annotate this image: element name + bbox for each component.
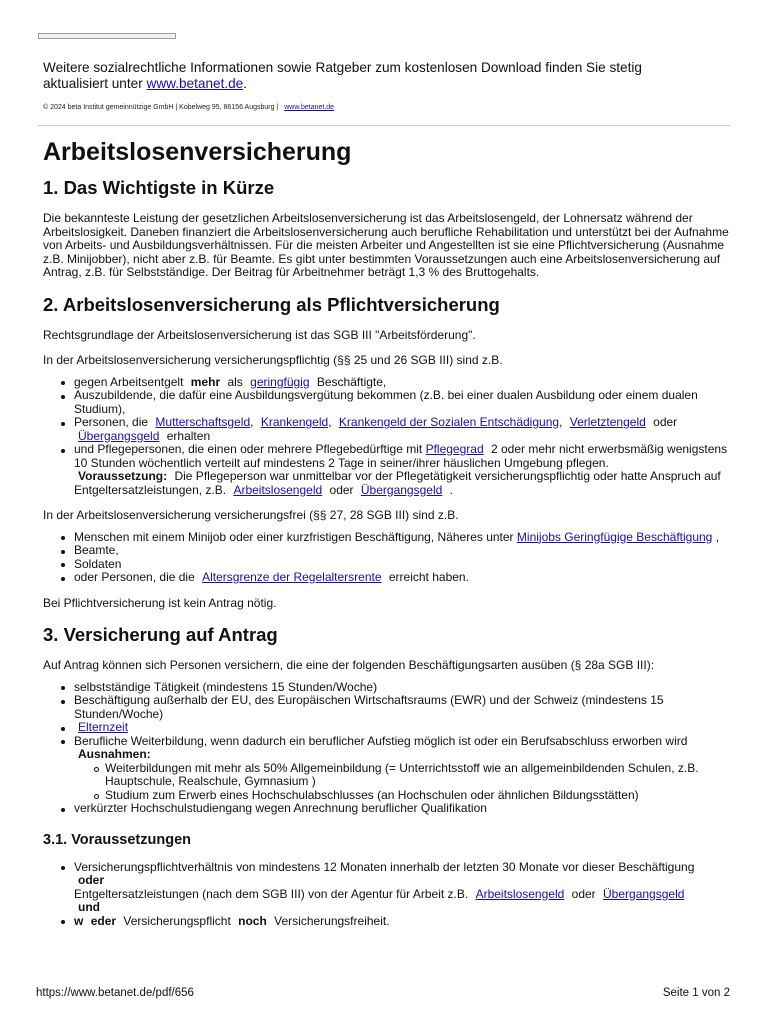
intro-text (43, 60, 693, 92)
section-2-heading: 2. Arbeitslosenversicherung als Pflichtversicherung (43, 293, 500, 315)
intro-end: . (243, 76, 248, 91)
list-bold: und (78, 900, 100, 914)
list-item (43, 861, 733, 915)
list-text: Die Pflegeperson war unmittelbar vor der Pflegetätigkeit versicherungspflichtig oder hatte Anspruch auf Entgeltersatzleistungen, z.B. (74, 469, 721, 497)
list-item (43, 376, 733, 390)
list-text: Versicherungsfreiheit. (274, 913, 390, 928)
list-bold: mehr (190, 374, 221, 389)
list-text: Personen, die (74, 415, 149, 429)
list-item (43, 416, 733, 443)
copyright-line (43, 103, 334, 112)
list-item: selbstständige Tätigkeit (mindestens 15 Stunden/Woche) (43, 681, 733, 695)
list-text: Versicherungspflicht (123, 913, 231, 928)
list-text: gegen Arbeitsentgelt (74, 374, 184, 389)
uebergangsgeld-link[interactable]: Übergangsgeld (78, 428, 160, 443)
separator: , (328, 415, 332, 429)
list-text: oder (653, 415, 678, 429)
section-3-1-heading: 3.1. Voraussetzungen (43, 831, 191, 848)
mutterschaftsgeld-link[interactable]: Mutterschaftsgeld (155, 415, 251, 429)
list-text: 2 oder mehr nicht erwerbsmäßig wenigstens 10 Stunden wöchentlich verteilt auf mindestens 2 Tage in seiner/ihrer häuslichen Umgebung pflegen. (74, 442, 728, 470)
requirements-list (43, 861, 733, 929)
list-text: erhalten (166, 428, 211, 443)
list-text: oder (571, 886, 596, 901)
krankengeld-link[interactable]: Krankengeld (260, 415, 329, 429)
footer-page-number: Seite 1 von 2 (662, 987, 730, 999)
list-text: Menschen mit einem Minijob oder einer kurzfristigen Beschäftigung, Näheres unter (74, 529, 514, 544)
list-text: Berufliche Weiterbildung, wenn dadurch ein beruflicher Aufstieg möglich ist oder ein Berufsabschluss erworben wird (74, 733, 688, 748)
list-item (43, 443, 733, 497)
list-item (43, 571, 733, 585)
list-bold: oder (78, 873, 105, 887)
list-text: . (449, 482, 453, 497)
minijobs-link[interactable]: Minijobs Geringfügige Beschäftigung (516, 529, 713, 544)
list-bold: w (74, 913, 84, 928)
list-text: erreicht haben. (388, 570, 469, 584)
uebergangsgeld-link[interactable]: Übergangsgeld (603, 886, 685, 901)
page-title: Arbeitslosenversicherung (43, 138, 352, 166)
list-text: als (227, 374, 243, 389)
footer-url: https://www.betanet.de/pdf/656 (36, 987, 194, 999)
altersgrenze-link[interactable]: Altersgrenze der Regelaltersrente (202, 570, 382, 584)
section-2-exempt-intro: In der Arbeitslosenversicherung versicherungsfrei (§§ 27, 28 SGB III) sind z.B. (43, 508, 459, 522)
list-item: verkürzter Hochschulstudiengang wegen Anrechnung beruflicher Qualifikation (43, 802, 733, 816)
copyright-link[interactable]: www.betanet.de (284, 104, 335, 111)
list-text: Versicherungspflichtverhältnis von mindestens 12 Monaten innerhalb der letzten 30 Monate vor dieser Beschäftigung (74, 859, 695, 874)
list-text: Beschäftigte, (316, 374, 387, 389)
separator: , (250, 415, 254, 429)
list-text: oder Personen, die die (74, 570, 195, 584)
list-item (43, 531, 733, 545)
krankengeld-soziale-entschaedigung-link[interactable]: Krankengeld der Sozialen Entschädigung (338, 415, 560, 429)
list-bold: noch (238, 913, 267, 928)
section-2-legal-basis: Rechtsgrundlage der Arbeitslosenversicherung ist das SGB III "Arbeitsförderung". (43, 327, 476, 342)
section-1-heading: 1. Das Wichtigste in Kürze (43, 177, 275, 198)
list-item: Auszubildende, die dafür eine Ausbildungsvergütung bekommen (z.B. bei einer dualen Ausbildung oder einem dualen Studium), (43, 389, 733, 416)
elternzeit-link[interactable]: Elternzeit (78, 720, 129, 734)
section-2-mandatory-intro: In der Arbeitslosenversicherung versicherungspflichtig (§§ 25 und 26 SGB III) sind z.B. (43, 353, 503, 367)
section-3-intro: Auf Antrag können sich Personen versichern, die eine der folgenden Beschäftigungsarten ausüben (§ 28a SGB III): (43, 658, 655, 672)
list-item (43, 735, 733, 803)
list-item: Beamte, (43, 544, 733, 558)
sublist-item: Studium zum Erwerb eines Hochschulabschlusses (an Hochschulen oder ähnlichen Bildungsstätten) (74, 789, 733, 803)
arbeitslosengeld-link[interactable]: Arbeitslosengeld (475, 886, 565, 901)
list-text: , (715, 529, 720, 544)
list-bold: Voraussetzung: (78, 469, 168, 483)
voluntary-insurance-list (43, 681, 733, 816)
header-divider (38, 125, 730, 126)
list-bold: eder (90, 913, 117, 928)
mandatory-insured-list (43, 376, 733, 498)
betanet-link[interactable]: www.betanet.de (146, 76, 244, 91)
exempt-list (43, 531, 733, 585)
list-item: Soldaten (43, 558, 733, 572)
sublist-item: Weiterbildungen mit mehr als 50% Allgemeinbildung (= Unterrichtsstoff wie an allgemeinbildenden Schulen, z.B. Hauptschule, Realschule, Gymnasium ) (74, 762, 733, 789)
list-item: Beschäftigung außerhalb der EU, des Europäischen Wirtschaftsraums (EWR) und der Schweiz (mindestens 15 Stunden/Woche) (43, 694, 733, 721)
logo-placeholder (38, 33, 176, 39)
list-text: oder (329, 482, 354, 497)
list-text: Entgeltersatzleistungen (nach dem SGB III) von der Agentur für Arbeit z.B. (74, 886, 469, 901)
copyright-text: © 2024 beta Institut gemeinnützige GmbH | Kobelweg 95, 86156 Augsburg | (43, 104, 279, 111)
main-content (43, 137, 733, 940)
arbeitslosengeld-link[interactable]: Arbeitslosengeld (233, 482, 323, 497)
section-1-paragraph: Die bekannteste Leistung der gesetzlichen Arbeitslosenversicherung ist das Arbeitslosengeld, der Lohnersatz während der Arbeitslosigkeit. Daneben finanziert die Arbeitslosenversicherung auch berufliche Rehabilitation und unterstützt bei der Aufnahme von Arbeits- und Ausbildungsverhältnissen. Für die meisten Arbeiter und Angestellten ist sie eine Pflichtversicherung (Ausnahme z.B. Minijobber), nicht aber z.B. für Beamte. Es gibt unter bestimmten Voraussetzungen auch eine Arbeitslosenversicherung auf Antrag, z.B. für Selbstständige. Der Beitrag für Arbeitnehmer beträgt 1,3 % des Bruttogehalts. (43, 211, 729, 279)
list-bold: Ausnahmen: (78, 747, 151, 761)
section-2-no-application: Bei Pflichtversicherung ist kein Antrag nötig. (43, 595, 277, 610)
verletztengeld-link[interactable]: Verletztengeld (569, 415, 646, 429)
uebergangsgeld-link[interactable]: Übergangsgeld (360, 482, 443, 497)
separator: , (559, 415, 563, 429)
geringfuegig-link[interactable]: geringfügig (250, 374, 310, 389)
section-3-heading: 3. Versicherung auf Antrag (43, 624, 278, 645)
exceptions-sublist (74, 762, 733, 803)
list-item (43, 915, 733, 929)
pflegegrad-link[interactable]: Pflegegrad (425, 442, 484, 456)
list-text: und Pflegepersonen, die einen oder mehrere Pflegebedürftige mit (74, 442, 423, 456)
intro-sentence: Weitere sozialrechtliche Informationen sowie Ratgeber zum kostenlosen Download finden Sie stetig aktualisiert unter (43, 60, 642, 91)
list-item (43, 721, 733, 735)
